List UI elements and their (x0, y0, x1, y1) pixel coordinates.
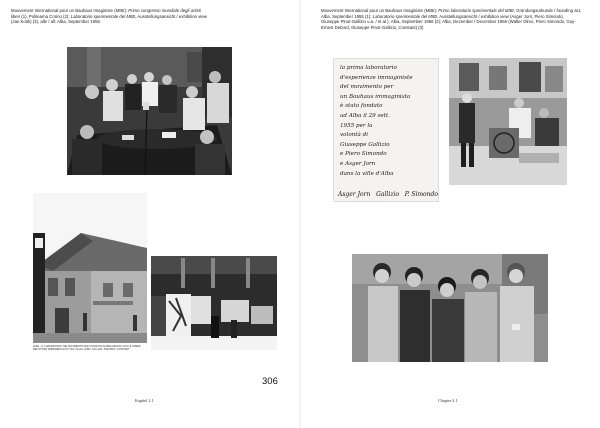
manuscript-line: ad Alba il 29 sett. (340, 112, 390, 119)
group-photo-image (352, 254, 548, 362)
caption-text: Mouvement International pour un Bauhaus Imaginiste (MIBI): (321, 8, 439, 13)
manuscript-line: d'esperienze immaginiste (340, 74, 413, 81)
manuscript-line: Giuseppe Gallizio (340, 141, 390, 148)
running-footer-left: Kapitel 2.1 (135, 398, 154, 403)
caption-italic-title: Laboratorio sperimentale del MIBI (372, 13, 438, 19)
caption-text: , Ausstellungsansicht / exhibition view (Jan Kotik) (3), alle / all: Alba, September 1956 (11, 13, 207, 25)
page-number: 306 (262, 376, 278, 387)
signatures-row (338, 191, 438, 198)
laboratory-photo-image (449, 58, 567, 185)
exhibition-photo-image (151, 256, 277, 350)
photo-group-portrait (352, 254, 548, 362)
caption-text: , Ausstellungsansicht / exhibition view (Asger Jorn, Piero Simondo, Giuseppe Pinot-Gallizio u.a. / et al.), Alba, September 1956 (2); Alba, Dezember / December 1956 (Walter Olmo, Piero Simondo, Guy-Ernest Debord, Giuseppe Pinot-Gallizio, Constant) (3) (321, 13, 576, 30)
manuscript-line: la prima laboratorio (340, 65, 397, 71)
manuscript-line: 1955 per la (340, 122, 373, 129)
photo-exhibition-view (151, 256, 277, 350)
manuscript-text (334, 59, 438, 179)
signature-simondo: P. Simondo (404, 191, 438, 198)
photo-original-caption: ALBA - IL "LABORATORIO" DEL MOVIMENTO PER UN BAUHAUS IMMAGINISTA, CON LE OPERE DEI PITTORI SPERIMENTALISTI TRA I QUALI JORN, GALLIZIO, SIMONDO, CONSTANT... (33, 345, 141, 351)
photo-laboratorio-painting (449, 58, 567, 185)
signature-jorn: Asger Jorn (338, 191, 371, 198)
caption-text: , Gründungsurkunde / founding act, Alba, September 1955 (1); (321, 8, 582, 19)
caption-italic-title: Primo congresso mondiale degli artisti liberi (11, 8, 201, 19)
photo-politeama-corino (33, 193, 147, 343)
congress-photo-image (67, 47, 232, 175)
signature-gallizio: Gallizio (376, 191, 399, 198)
building-photo-image (33, 193, 147, 343)
caption-text: Mouvement International pour un Bauhaus Imaginiste (MIBI): (11, 8, 129, 13)
manuscript-line: del movimento per (340, 84, 394, 91)
manuscript-line: è stato fondato (340, 103, 383, 110)
manuscript-line: un Bauhaus immaginista (340, 93, 411, 100)
left-page-caption (11, 8, 211, 25)
manuscript-line: dans la ville d'Alba (340, 170, 394, 177)
photo-congress-meeting (67, 47, 232, 175)
right-page-caption (321, 8, 583, 30)
caption-italic-title: Laboratorio sperimentale del MIBI (70, 13, 136, 19)
manuscript-line: e Asger Jorn (340, 160, 376, 167)
caption-text: (1), Politeama Corino (2); (20, 13, 71, 19)
manuscript-line: e Piero Simondo (340, 151, 387, 158)
manuscript-founding-act (333, 58, 439, 202)
caption-italic-title: Primo laboratorio sperimentale del MIBI (438, 8, 514, 13)
running-footer-right: Chapter 2.1 (438, 398, 458, 403)
right-page (300, 0, 600, 428)
manuscript-line: volontà di (340, 132, 369, 139)
